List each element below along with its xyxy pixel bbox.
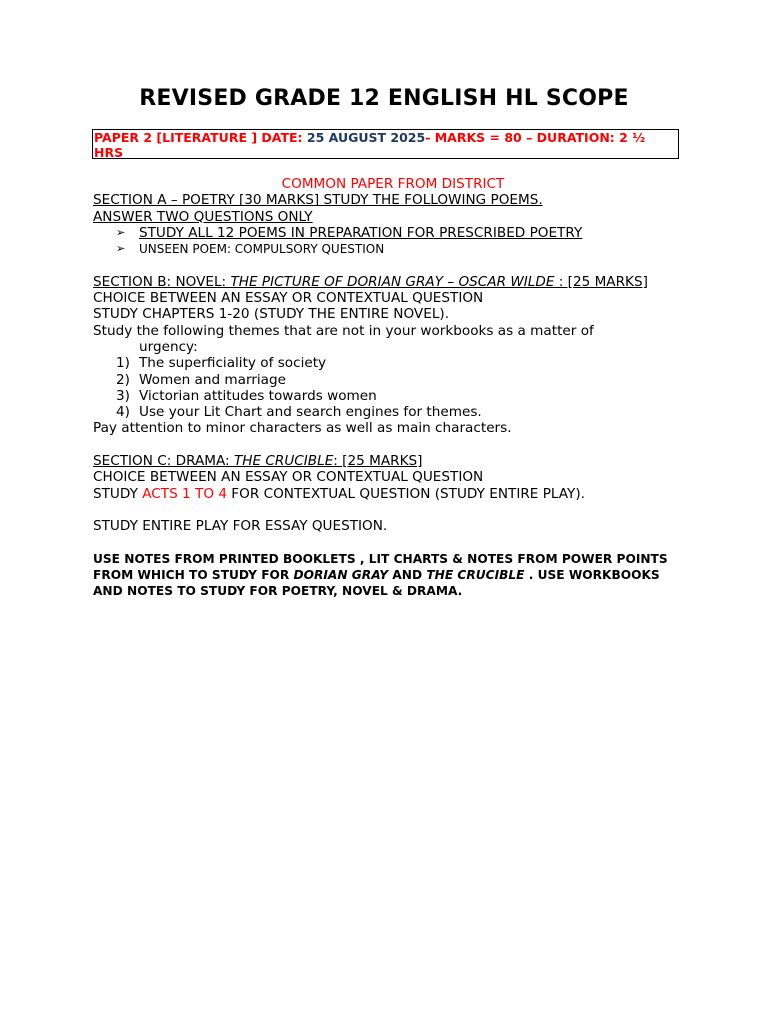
bullet-text: STUDY ALL 12 POEMS IN PREPARATION FOR PRESCRIBED POETRY [139,224,583,241]
date-value: 25 AUGUST 2025 [306,130,426,145]
list-item [93,225,693,241]
section-b-heading [93,274,693,290]
list-item [93,372,693,388]
attention-note: Pay attention to minor characters as well as main characters. [93,420,512,437]
item-number: 1) [116,355,130,372]
section-c-choice: CHOICE BETWEEN AN ESSAY OR CONTEXTUAL QUESTION [93,469,484,486]
section-a-instruction: ANSWER TWO QUESTIONS ONLY [93,208,313,225]
date-label: DATE: [261,130,307,145]
section-c-heading [93,453,693,469]
common-paper-note: COMMON PAPER FROM DISTRICT [281,176,505,192]
item-number: 4) [116,404,130,421]
section-b-choice: CHOICE BETWEEN AN ESSAY OR CONTEXTUAL QUESTION [93,290,484,307]
theme-text: Women and marriage [139,371,287,388]
paper-label: PAPER 2 [LITERATURE ] [94,130,262,145]
section-c-essay: STUDY ENTIRE PLAY FOR ESSAY QUESTION. [93,518,388,535]
acts-range: ACTS 1 TO 4 [142,485,227,502]
section-b-prefix: SECTION B: NOVEL: [93,273,231,290]
study-suffix: FOR CONTEXTUAL QUESTION (STUDY ENTIRE PLAY). [226,485,585,502]
list-item [93,388,693,404]
item-number: 2) [116,371,130,388]
notes-dorian-title: DORIAN GRAY [293,568,389,583]
marks-duration: - MARKS = 80 – DURATION: 2 ½ HRS [94,130,646,160]
bullet-text: UNSEEN POEM: COMPULSORY QUESTION [139,242,385,257]
list-item [93,355,693,371]
item-number: 3) [116,387,130,404]
theme-text: Victorian attitudes towards women [139,387,377,404]
section-c-study [93,486,693,502]
notes-part-2: . USE WORKBOOKS AND NOTES TO STUDY FOR POETRY, NOVEL & DRAMA. [93,568,660,599]
section-b-marks: : [25 MARKS] [554,273,648,290]
section-c-marks: : [25 MARKS] [333,453,423,470]
study-notes-instruction [93,551,693,600]
document-body [93,176,693,600]
novel-title: THE PICTURE OF DORIAN GRAY – OSCAR WILDE [230,273,555,290]
themes-intro: Study the following themes that are not in your workbooks as a matter of [93,322,594,339]
theme-text: The superficiality of society [139,355,327,372]
paper-info-box [92,129,679,159]
section-a-heading: SECTION A – POETRY [30 MARKS] STUDY THE FOLLOWING POEMS. [93,192,543,209]
notes-and: AND [388,568,427,583]
list-item [93,404,693,420]
themes-intro-continued: urgency: [139,338,198,355]
arrow-bullet-icon: ➢ [116,225,126,239]
arrow-bullet-icon: ➢ [116,242,126,256]
theme-text: Use your Lit Chart and search engines for themes. [139,404,482,421]
drama-title: THE CRUCIBLE [233,453,334,470]
study-prefix: STUDY [93,485,143,502]
page-title: REVISED GRADE 12 ENGLISH HL SCOPE [139,86,629,111]
section-b-chapters: STUDY CHAPTERS 1-20 (STUDY THE ENTIRE NOVEL). [93,306,450,323]
section-c-prefix: SECTION C: DRAMA: [93,453,234,470]
notes-crucible-title: THE CRUCIBLE [426,568,525,583]
notes-part-1: USE NOTES FROM PRINTED BOOKLETS , LIT CHARTS & NOTES FROM POWER POINTS FROM WHICH TO STUDY FOR [93,551,668,583]
list-item [93,241,693,257]
